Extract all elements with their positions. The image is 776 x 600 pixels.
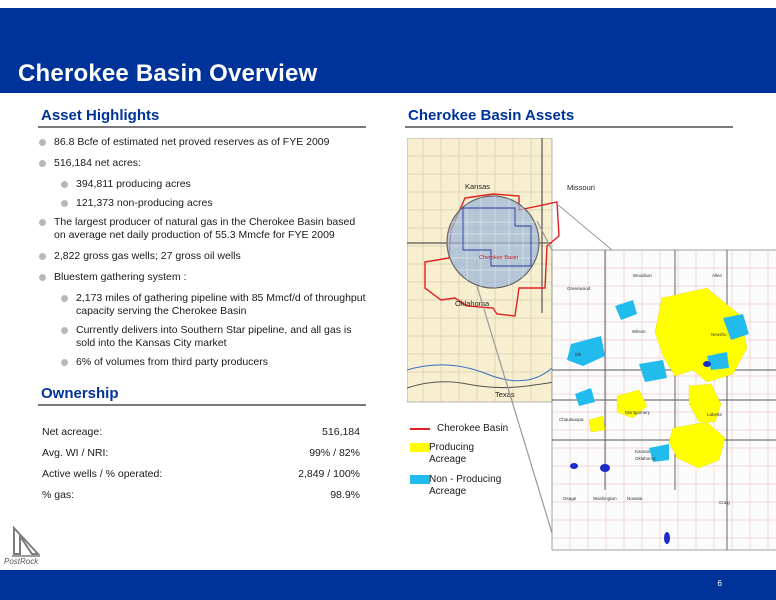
legend-non-producing-label: Non - Producing Acreage (429, 474, 502, 497)
table-row (42, 421, 360, 442)
bullet-net-acres (38, 157, 368, 170)
county-label: Osage (563, 496, 577, 501)
ownership-value: 2,849 / 100% (298, 467, 360, 480)
bullet-producing-acres (38, 178, 368, 191)
slide-title: Cherokee Basin Overview (18, 60, 318, 87)
label-texas: Texas (495, 390, 515, 399)
bullet-text: The largest producer of natural gas in the Cherokee Basin based on average net daily production of 55.3 Mmcfe for FYE 2009 (54, 216, 356, 241)
label-basin-inset: Cherokee Basin (479, 255, 519, 261)
bullet-text: 6% of volumes from third party producers (76, 356, 268, 368)
bullet-bluestem (38, 271, 368, 284)
bullet-text: 516,184 net acres: (54, 157, 141, 169)
ownership-label: % gas: (42, 488, 75, 501)
cherokee-basin-map (407, 138, 776, 570)
bullet-southern-star (38, 324, 368, 350)
ownership-value: 99% / 82% (309, 446, 360, 459)
page-number: 6 (717, 579, 722, 588)
county-label: Allen (712, 273, 723, 278)
county-label: Oklahoma (635, 456, 656, 461)
bullet-dot (61, 359, 68, 366)
county-label: Neosho (711, 332, 727, 337)
ownership-label: Active wells / % operated: (42, 467, 163, 480)
bullet-text: 394,811 producing acres (76, 178, 191, 190)
bullet-text: Currently delivers into Southern Star pipeline, and all gas is sold into the Kansas City market (76, 324, 352, 349)
bullet-pipeline-miles (38, 292, 368, 318)
legend-basin-swatch (410, 428, 430, 430)
asset-highlights-list (38, 136, 368, 375)
legend-producing-label: Producing Acreage (429, 442, 475, 465)
map-graphic (407, 138, 776, 570)
county-label: Labette (707, 412, 723, 417)
table-row (42, 484, 360, 505)
bullet-largest-producer (38, 216, 368, 242)
bullet-reserves (38, 136, 368, 149)
asset-highlights-heading: Asset Highlights (41, 107, 160, 124)
county-label: Woodson (633, 273, 652, 278)
bullet-dot (61, 200, 68, 207)
bullet-wells (38, 250, 368, 263)
county-label: Kansas (635, 449, 651, 454)
bullet-dot (39, 219, 46, 226)
county-label: Montgomery (625, 410, 651, 415)
bullet-text: 86.8 Bcfe of estimated net proved reserves as of FYE 2009 (54, 136, 330, 148)
assets-rule (405, 126, 733, 128)
label-oklahoma: Oklahoma (455, 299, 490, 308)
label-missouri: Missouri (567, 183, 595, 192)
ownership-heading: Ownership (41, 385, 119, 402)
bullet-dot (61, 295, 68, 302)
asset-highlights-rule (38, 126, 366, 128)
county-label: Craig (719, 500, 730, 505)
magnify-circle (447, 196, 539, 288)
ownership-value: 98.9% (330, 488, 360, 501)
ownership-label: Avg. WI / NRI: (42, 446, 109, 459)
table-row (42, 463, 360, 484)
logo-wordmark: PostRock (4, 557, 39, 566)
bullet-text: 121,373 non-producing acres (76, 197, 213, 209)
legend-producing-swatch (410, 443, 430, 452)
bullet-text: 2,822 gross gas wells; 27 gross oil wells (54, 250, 241, 262)
bullet-non-producing-acres (38, 197, 368, 210)
footer-band (0, 570, 776, 600)
callout-line-right (557, 204, 612, 250)
county-label: Greenwood (567, 286, 591, 291)
county-label: Nowata (627, 496, 643, 501)
bullet-dot (39, 160, 46, 167)
county-label: Chautauqua (559, 417, 584, 422)
header-top-strip (0, 0, 776, 8)
bullet-third-party (38, 356, 368, 369)
county-label: Wilson (632, 329, 646, 334)
label-kansas: Kansas (465, 182, 491, 191)
table-row (42, 442, 360, 463)
bullet-dot (61, 181, 68, 188)
legend-basin-label: Cherokee Basin (437, 423, 509, 434)
assets-heading: Cherokee Basin Assets (408, 107, 575, 124)
bullet-dot (39, 274, 46, 281)
bullet-text: Bluestem gathering system : (54, 271, 187, 283)
county-label: Washington (593, 496, 617, 501)
county-label: Elk (575, 352, 582, 357)
bullet-dot (39, 139, 46, 146)
ownership-label: Net acreage: (42, 425, 103, 438)
legend-non-producing-swatch (410, 475, 430, 484)
bullet-text: 2,173 miles of gathering pipeline with 85 Mmcf/d of throughput capacity serving the Cherokee Basin (76, 292, 366, 317)
ownership-value: 516,184 (322, 425, 360, 438)
ownership-table (42, 421, 360, 505)
bullet-dot (61, 327, 68, 334)
bullet-dot (39, 253, 46, 260)
ownership-rule (38, 404, 366, 406)
